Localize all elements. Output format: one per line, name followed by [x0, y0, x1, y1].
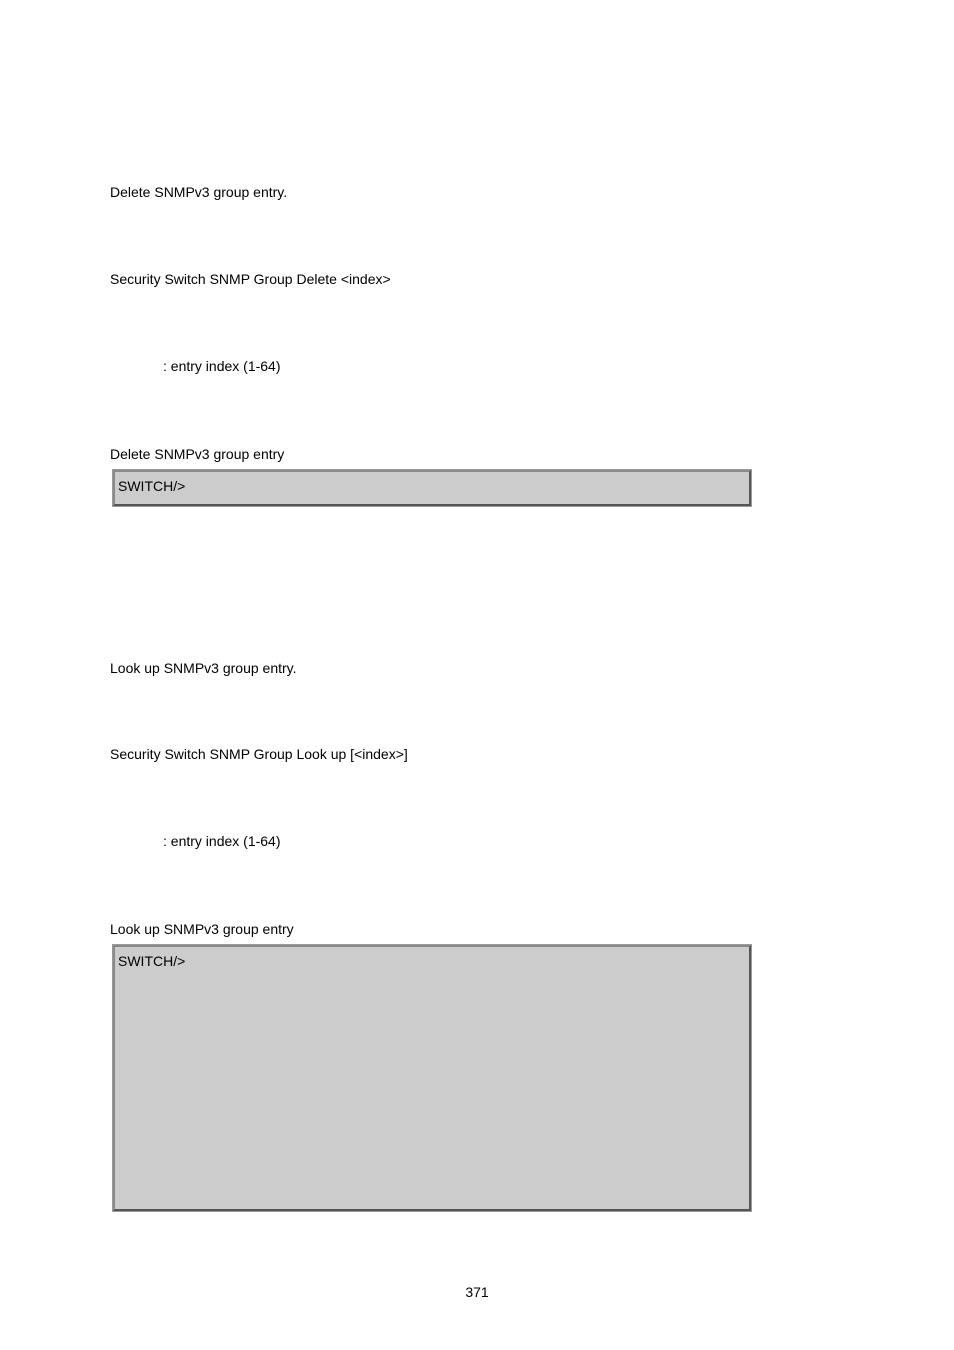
page-number: 371 [465, 1284, 489, 1300]
lookup-console-box [113, 945, 751, 1211]
delete-console-box [113, 470, 751, 506]
delete-description: Delete SNMPv3 group entry. [110, 184, 288, 200]
delete-parameter: : entry index (1-64) [163, 358, 281, 374]
delete-syntax: Security Switch SNMP Group Delete <index> [110, 271, 391, 287]
lookup-example-title: Look up SNMPv3 group entry [110, 921, 294, 937]
delete-example-title: Delete SNMPv3 group entry [110, 446, 285, 462]
delete-console-prompt: SWITCH/> [118, 478, 186, 494]
lookup-parameter: : entry index (1-64) [163, 833, 281, 849]
lookup-console-prompt: SWITCH/> [118, 953, 186, 969]
lookup-syntax: Security Switch SNMP Group Look up [<index>] [110, 746, 408, 762]
lookup-description: Look up SNMPv3 group entry. [110, 660, 297, 676]
